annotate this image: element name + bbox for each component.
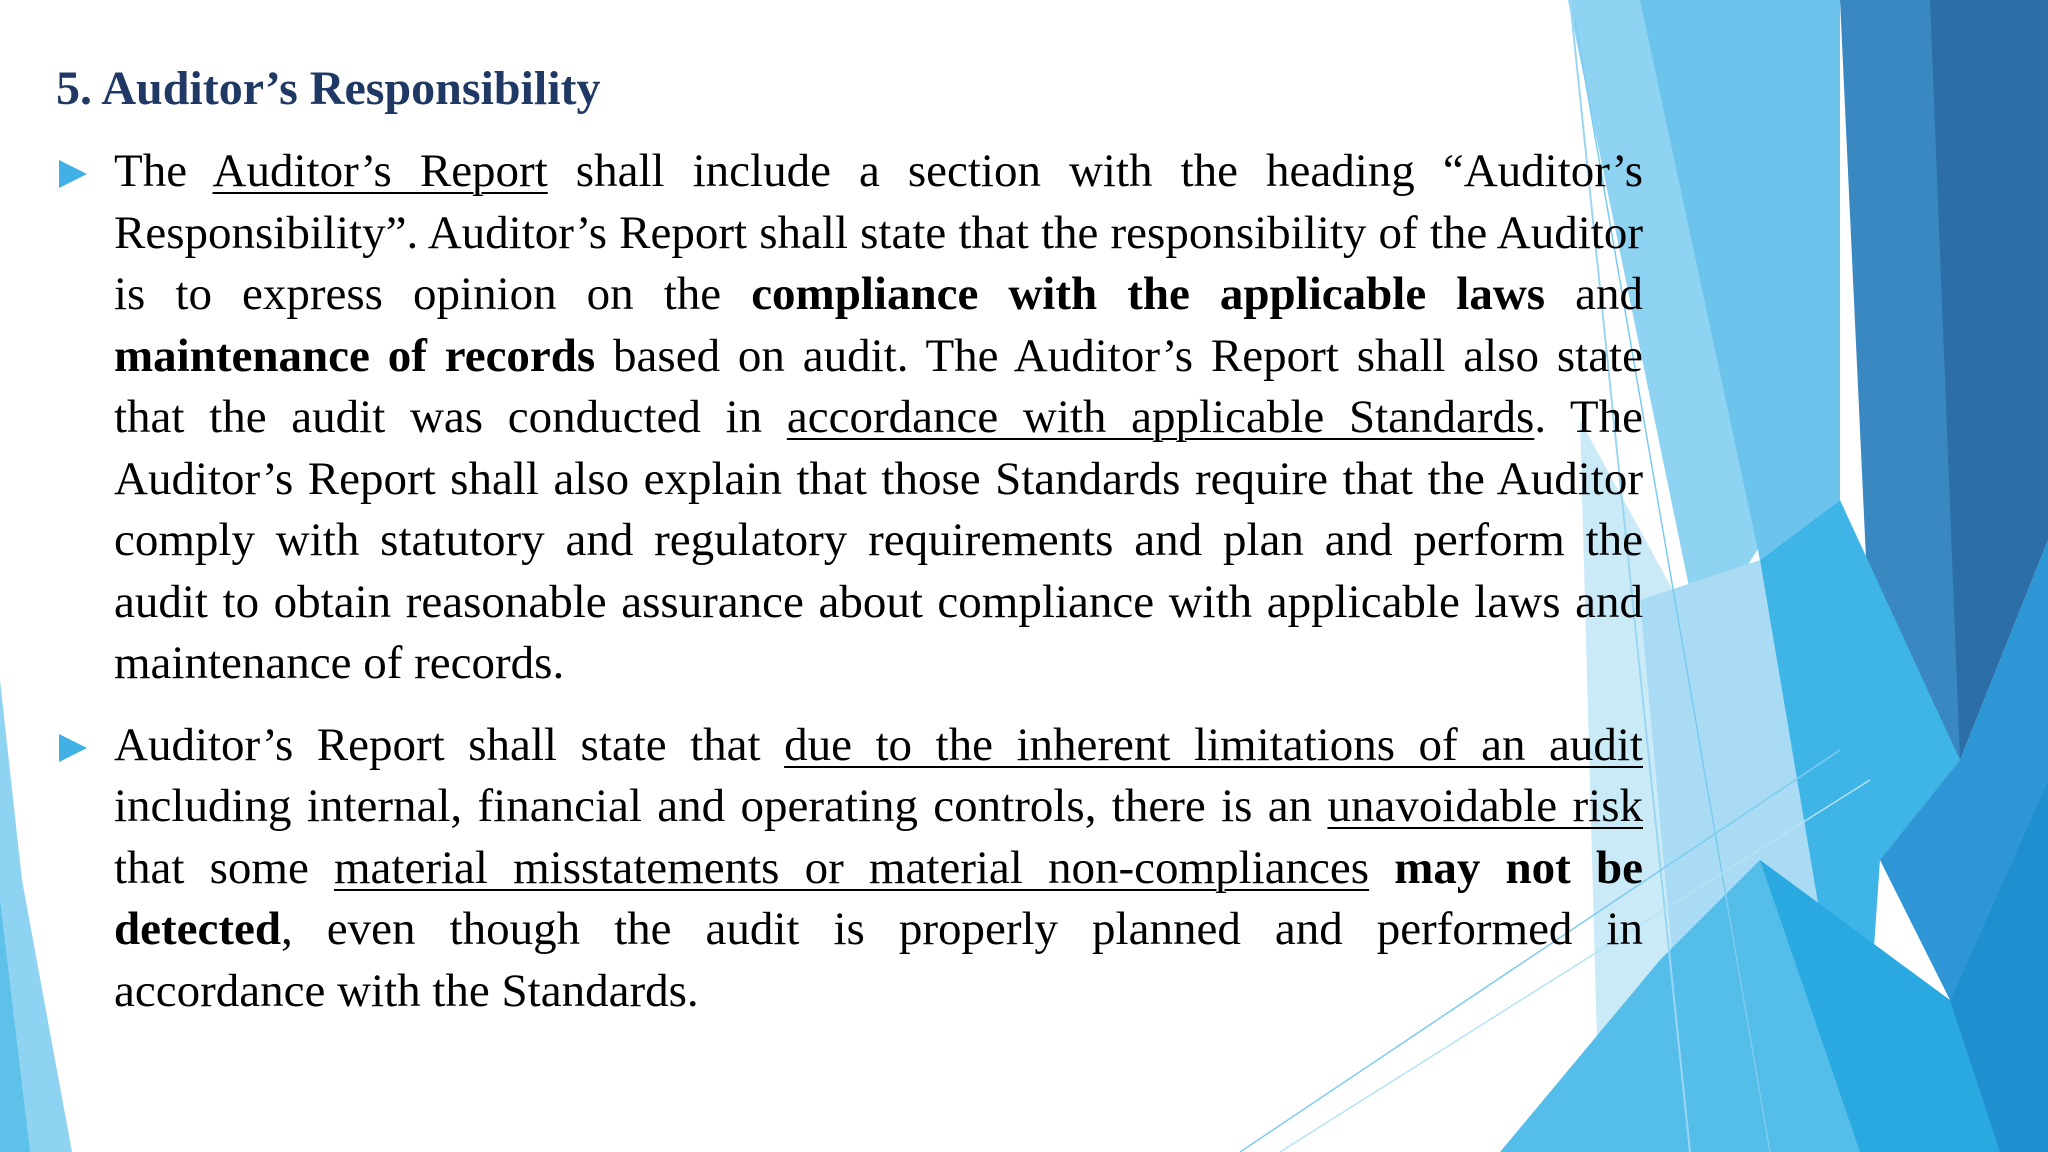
bullet-list — [56, 141, 1643, 1042]
text-run: and — [1545, 268, 1643, 320]
bold-text: compliance with the applicable laws — [751, 268, 1546, 320]
underlined-text: unavoidable risk — [1327, 780, 1643, 832]
text-run: , even though the audit is properly planned and performed in accordance with the Standards. — [114, 903, 1643, 1017]
text-run: Auditor’s Report shall state that — [114, 718, 785, 771]
triangle-right-icon — [59, 734, 87, 762]
bold-text: may not be detected — [114, 841, 1643, 955]
text-run: including internal, financial and operating controls, there is an — [114, 780, 1328, 832]
slide-title: 5. Auditor’s Responsibility — [56, 62, 601, 115]
bold-text: maintenance of records — [114, 329, 596, 382]
text-run: shall include a section with the heading “Auditor’s Responsibility”. Auditor’s Report shall state that the responsibility of the Auditor is to express opinion on the — [114, 145, 1643, 320]
text-run — [1369, 842, 1394, 894]
bullet-item — [56, 141, 1643, 695]
text-run: that some — [114, 841, 334, 894]
text-run: . The Auditor’s Report shall also explain that those Standards require that the Auditor comply with statutory and regulatory requirements and plan and perform the audit to obtain reasonable assurance about compliance with applicable laws and maintenance of records. — [114, 391, 1643, 689]
underlined-text: material misstatements or material non-compliances — [334, 841, 1370, 894]
text-run: The — [114, 145, 213, 197]
triangle-right-icon — [59, 160, 87, 188]
bullet-text — [114, 715, 1643, 1023]
underlined-text: Auditor’s Report — [212, 145, 548, 197]
bullet-text — [114, 141, 1643, 695]
underlined-text: due to the inherent limitations of an audit — [784, 718, 1643, 771]
bullet-item — [56, 715, 1643, 1023]
text-run: based on audit. The Auditor’s Report shall also state that the audit was conducted in — [114, 329, 1643, 443]
underlined-text: accordance with applicable Standards — [786, 391, 1535, 443]
